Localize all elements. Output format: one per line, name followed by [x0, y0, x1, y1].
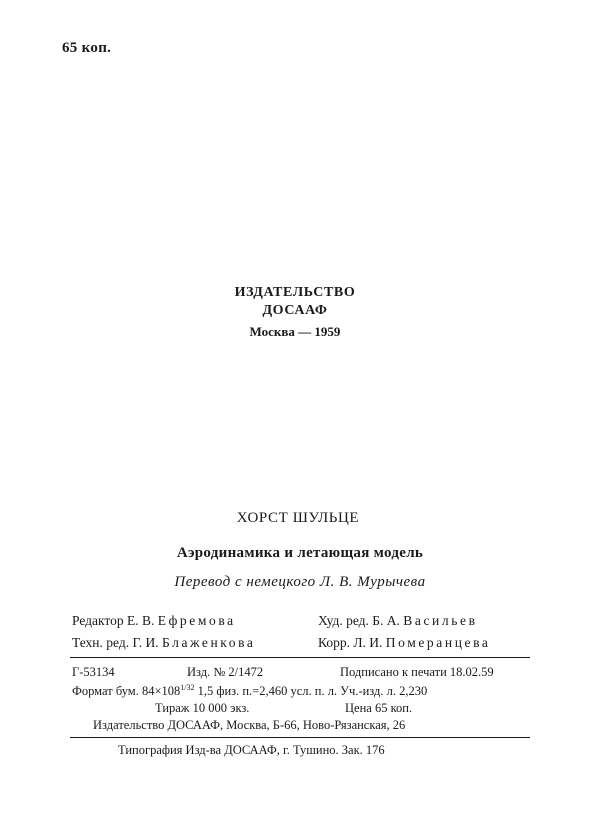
imprint-price: Цена 65 коп. [345, 701, 413, 715]
imprint-signed-date: Подписано к печати 18.02.59 [340, 665, 494, 679]
book-author: ХОРСТ ШУЛЬЦЕ [236, 510, 360, 526]
imprint-format-rest: 1,5 физ. п.=2,460 усл. п. л. Уч.-изд. л. 2,230 [194, 684, 428, 699]
price-label: 65 коп. [62, 40, 112, 56]
credit-art-editor-label: Худ. ред. Б. А. [318, 613, 400, 628]
book-translator: Перевод с немецкого Л. В. Мурычева [174, 574, 426, 590]
imprint-format-fraction: 1/32 [180, 683, 195, 692]
credit-art-editor-name: Васильев [403, 613, 478, 628]
imprint-printer: Типография Изд-ва ДОСААФ, г. Тушино. Зак. 176 [118, 743, 385, 757]
divider-bottom [70, 737, 530, 738]
divider-top [70, 657, 530, 658]
credit-tech-editor [72, 635, 255, 651]
publisher-city-year: Москва — 1959 [249, 324, 341, 339]
credit-editor-label: Редактор Е. В. [72, 613, 155, 628]
imprint-format [72, 683, 427, 699]
credit-proofreader [318, 635, 491, 651]
book-title: Аэродинамика и летающая модель [176, 545, 424, 561]
imprint-format-label: Формат бум. 84×108 [72, 684, 181, 699]
credit-editor-name: Ефремова [157, 613, 236, 628]
publisher-name: ИЗДАТЕЛЬСТВО [234, 285, 356, 300]
publisher-org: ДОСААФ [262, 303, 328, 318]
credit-proofreader-name: Померанцева [385, 635, 491, 650]
imprint-print-run: Тираж 10 000 экз. [155, 701, 250, 715]
imprint-publisher-address: Издательство ДОСААФ, Москва, Б-66, Ново-Рязанская, 26 [93, 718, 406, 732]
imprint-code: Г-53134 [72, 665, 115, 679]
credit-editor [72, 613, 236, 629]
credit-art-editor [318, 613, 478, 629]
credit-tech-editor-name: Блаженкова [162, 635, 256, 650]
imprint-edition-no: Изд. № 2/1472 [187, 665, 264, 679]
credit-proofreader-label: Корр. Л. И. [318, 635, 383, 650]
credit-tech-editor-label: Техн. ред. Г. И. [72, 635, 159, 650]
